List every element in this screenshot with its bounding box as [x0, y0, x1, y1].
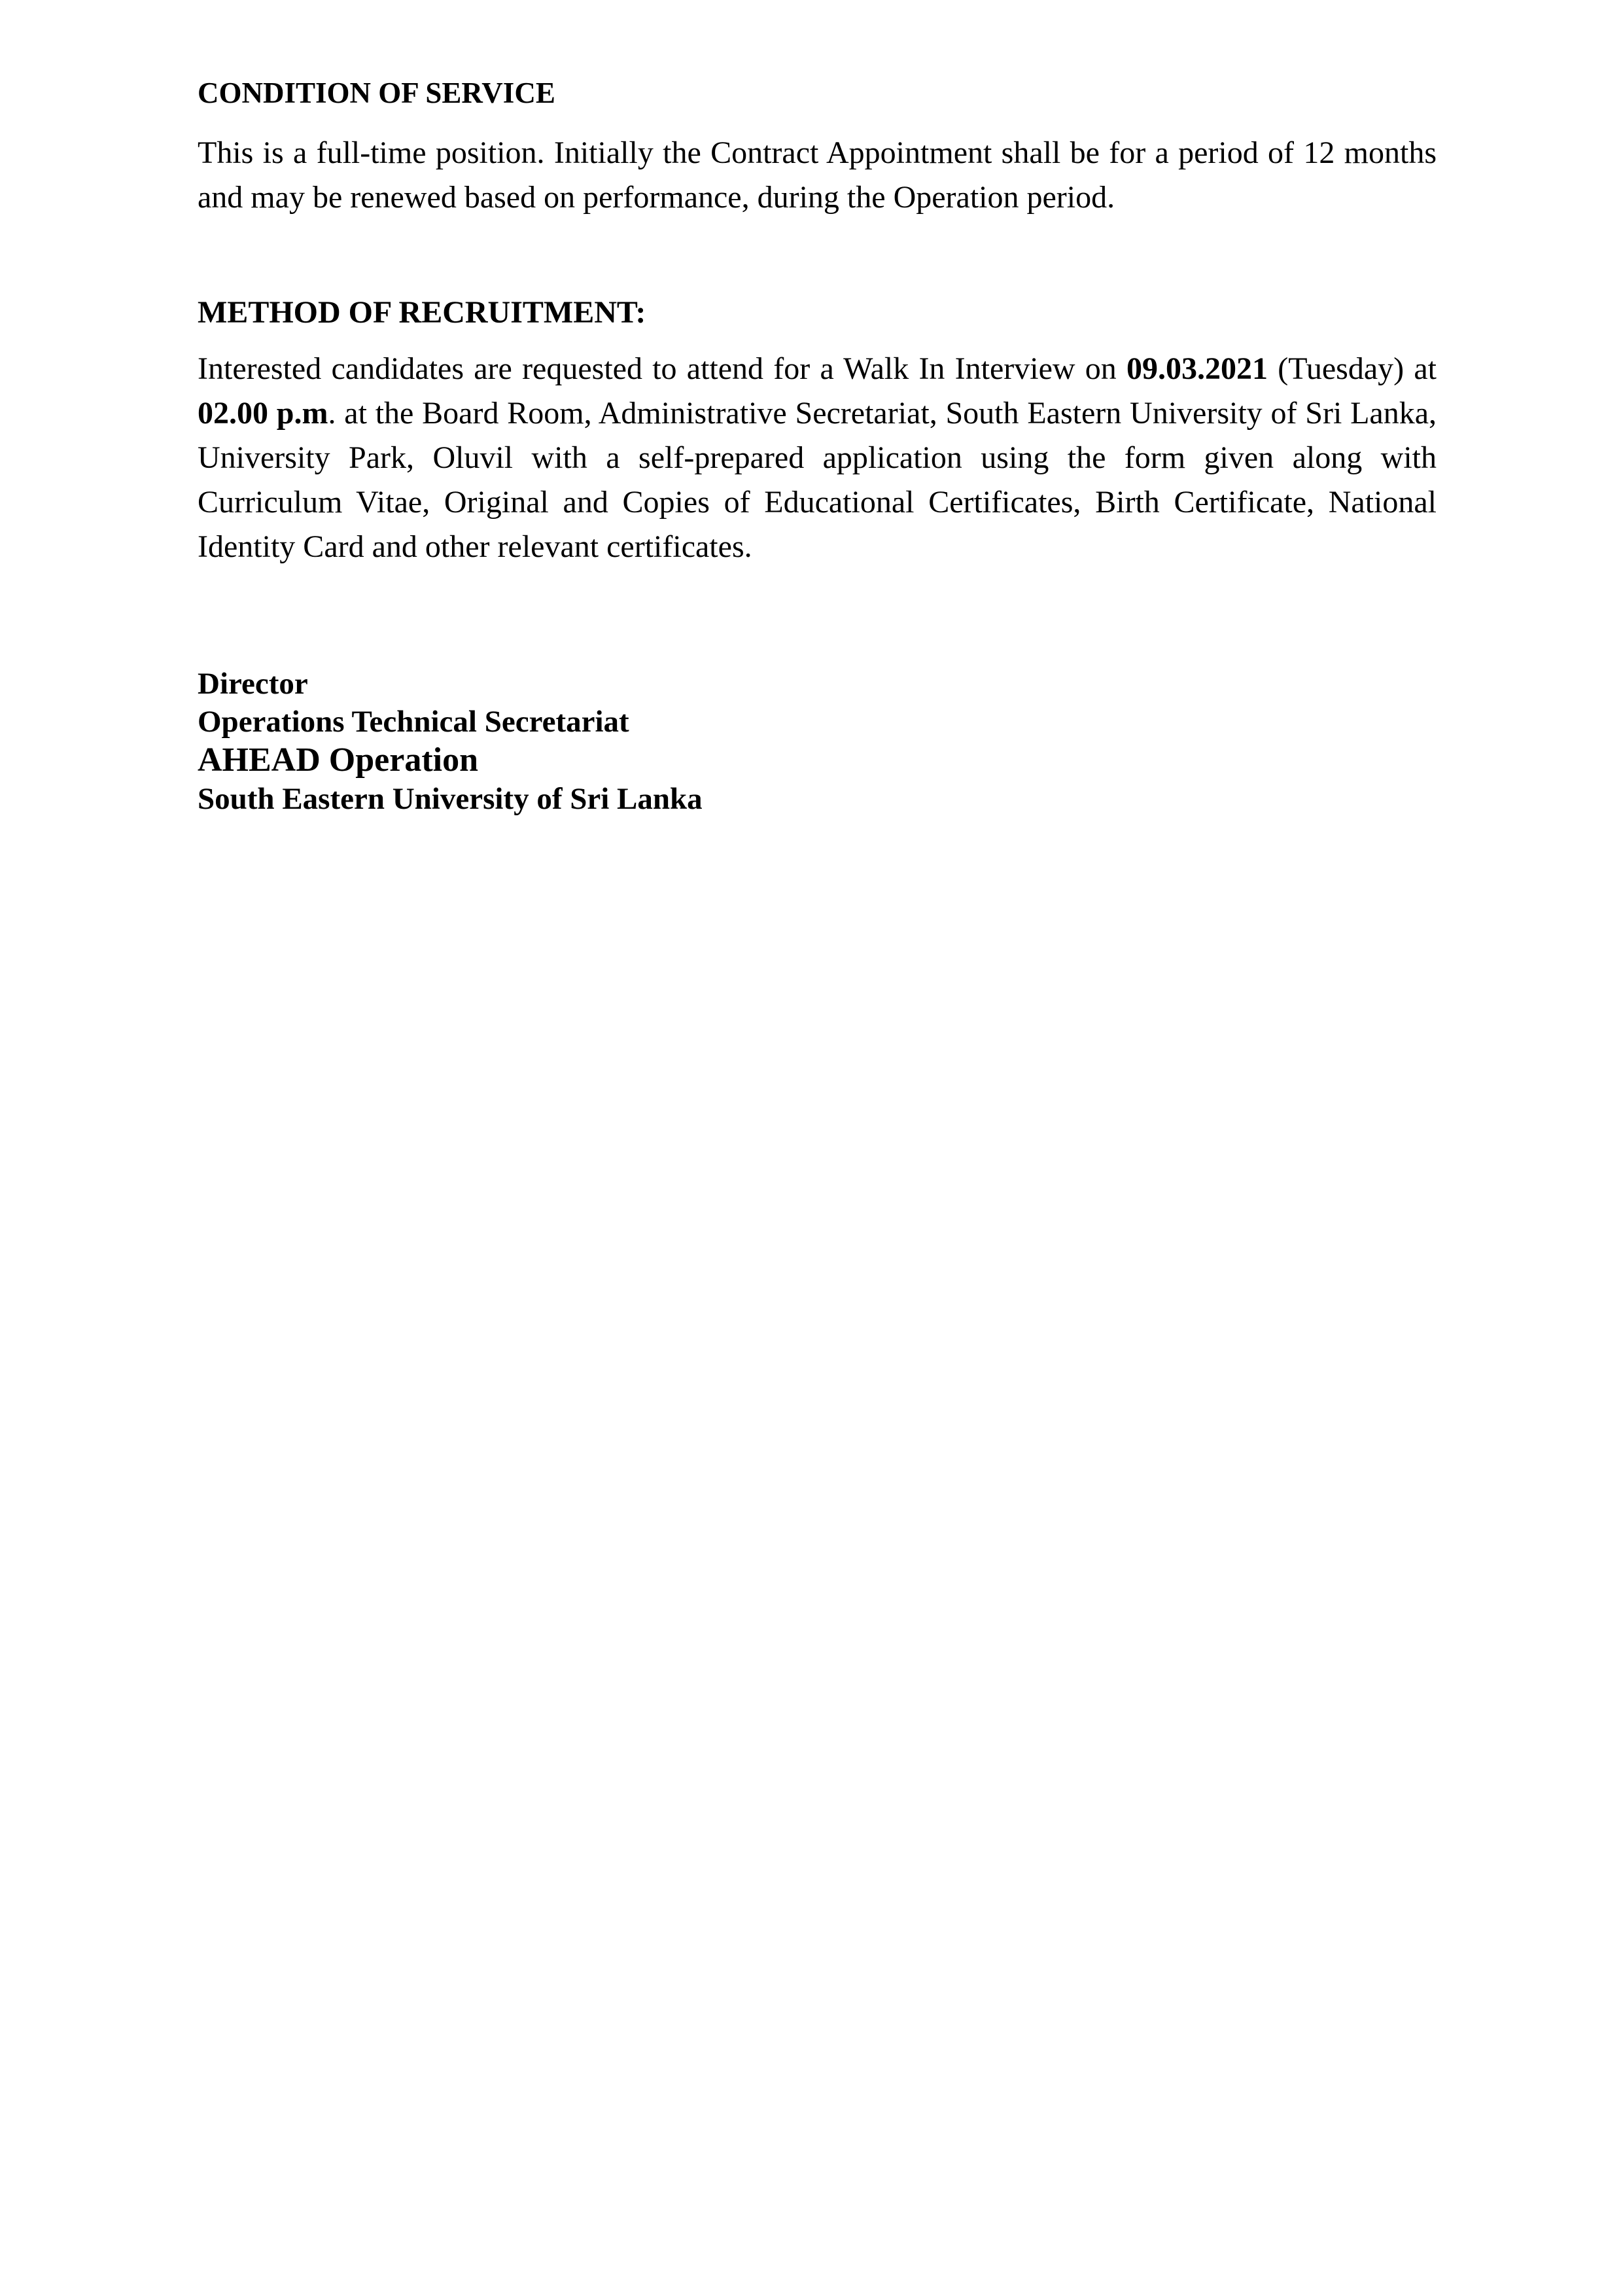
document-content: [198, 73, 1437, 818]
method-of-recruitment-text: [198, 347, 1437, 569]
signature-block: [198, 665, 1437, 818]
recruitment-text-part-3: . at the Board Room, Administrative Secretariat, South Eastern University of Sri Lanka, University Park, Oluvil with a self-prepared application using the form given along with Curriculum Vitae, Original and Copies of Educational Certificates, Birth Certificate, National Identity Card and other relevant certificates.: [198, 396, 1437, 564]
signature-title: Director: [198, 667, 308, 701]
condition-of-service-text: This is a full-time position. Initially the Contract Appointment shall be for a period of 12 months and may be renewed based on performance, during the Operation period.: [198, 135, 1437, 215]
signature-department: Operations Technical Secretariat: [198, 705, 629, 739]
interview-time: 02.00 p.m: [198, 396, 328, 431]
method-of-recruitment-heading: METHOD OF RECRUITMENT:: [198, 295, 646, 330]
signature-operation: AHEAD Operation: [198, 741, 478, 779]
interview-date: 09.03.2021: [1126, 351, 1268, 386]
condition-of-service-section: [198, 73, 1437, 220]
method-of-recruitment-section: [198, 292, 1437, 569]
recruitment-text-part-1: Interested candidates are requested to attend for a Walk In Interview on: [198, 351, 1127, 386]
recruitment-text-part-2: (Tuesday) at: [1268, 351, 1437, 386]
condition-of-service-heading: CONDITION OF SERVICE: [198, 77, 555, 109]
signature-university: South Eastern University of Sri Lanka: [198, 782, 703, 816]
